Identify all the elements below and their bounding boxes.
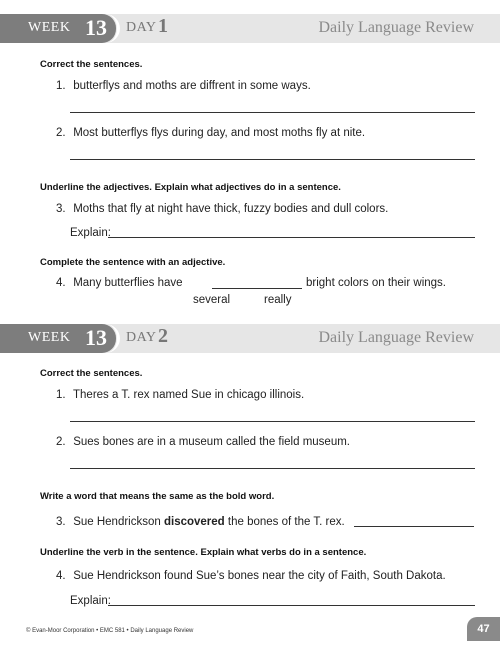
- instruction-correct: Correct the sentences.: [40, 368, 143, 379]
- week-label: WEEK: [28, 20, 71, 35]
- question-text-before: Many butterflies have: [73, 277, 183, 289]
- synonym-answer-line[interactable]: [354, 526, 474, 527]
- choice-word: several: [193, 294, 231, 306]
- week-label: WEEK: [28, 330, 71, 345]
- day-number: 1: [158, 15, 168, 37]
- explain-label: Explain:: [70, 595, 111, 607]
- page-number: 47: [477, 623, 490, 635]
- instruction-adjectives: Underline the adjectives. Explain what adjectives do in a sentence.: [40, 182, 341, 193]
- day2-header: [0, 324, 500, 353]
- day-label: DAY: [126, 330, 157, 345]
- question-text-after: bright colors on their wings.: [306, 277, 446, 289]
- page-number-tab: [467, 617, 500, 641]
- day-number: 2: [158, 325, 168, 347]
- question-number: 4.: [56, 277, 66, 289]
- question-3: [56, 516, 345, 528]
- explain-label: Explain:: [70, 227, 111, 239]
- question-1: [56, 80, 311, 92]
- instruction-verb: Underline the verb in the sentence. Explain what verbs do in a sentence.: [40, 547, 367, 558]
- day-label: DAY: [126, 20, 157, 35]
- header-title: Daily Language Review: [318, 19, 474, 36]
- question-number: 1.: [56, 80, 66, 92]
- question-number: 3.: [56, 516, 66, 528]
- answer-line-1[interactable]: [70, 421, 475, 422]
- day1-header: [0, 14, 500, 43]
- instruction-synonym: Write a word that means the same as the bold word.: [40, 491, 275, 502]
- explain-line[interactable]: [108, 605, 475, 606]
- question-3: [56, 203, 388, 215]
- footer-copyright: © Evan-Moor Corporation • EMC 581 • Daily Language Review: [26, 628, 194, 634]
- question-2: [56, 436, 350, 448]
- header-title: Daily Language Review: [318, 329, 474, 346]
- question-1: [56, 389, 304, 401]
- question-text: Most butterflys flys during day, and most moths fly at nite.: [73, 127, 366, 139]
- question-text-before: Sue Hendrickson: [73, 516, 161, 528]
- question-number: 2.: [56, 127, 66, 139]
- question-number: 1.: [56, 389, 66, 401]
- question-4: [56, 570, 446, 582]
- question-text: Sues bones are in a museum called the field museum.: [73, 436, 350, 448]
- question-2: [56, 127, 365, 139]
- question-text: Sue Hendrickson found Sue’s bones near the city of Faith, South Dakota.: [73, 570, 446, 582]
- question-text-after: the bones of the T. rex.: [227, 516, 345, 528]
- answer-line-1[interactable]: [70, 112, 475, 113]
- answer-line-2[interactable]: [70, 468, 475, 469]
- week-number: 13: [85, 325, 107, 350]
- choice-word: really: [264, 294, 292, 306]
- question-text: butterflys and moths are diffrent in some ways.: [73, 80, 311, 92]
- explain-line[interactable]: [108, 237, 475, 238]
- answer-line-2[interactable]: [70, 159, 475, 160]
- question-number: 4.: [56, 570, 66, 582]
- bold-word: discovered: [163, 516, 225, 528]
- instruction-complete: Complete the sentence with an adjective.: [40, 257, 226, 268]
- question-text: Theres a T. rex named Sue in chicago illinois.: [73, 389, 305, 401]
- week-number: 13: [85, 15, 107, 40]
- question-4: [56, 277, 183, 289]
- question-text: Moths that fly at night have thick, fuzzy bodies and dull colors.: [73, 203, 389, 215]
- question-number: 2.: [56, 436, 66, 448]
- instruction-correct: Correct the sentences.: [40, 59, 143, 70]
- question-number: 3.: [56, 203, 66, 215]
- blank-line[interactable]: [212, 288, 302, 289]
